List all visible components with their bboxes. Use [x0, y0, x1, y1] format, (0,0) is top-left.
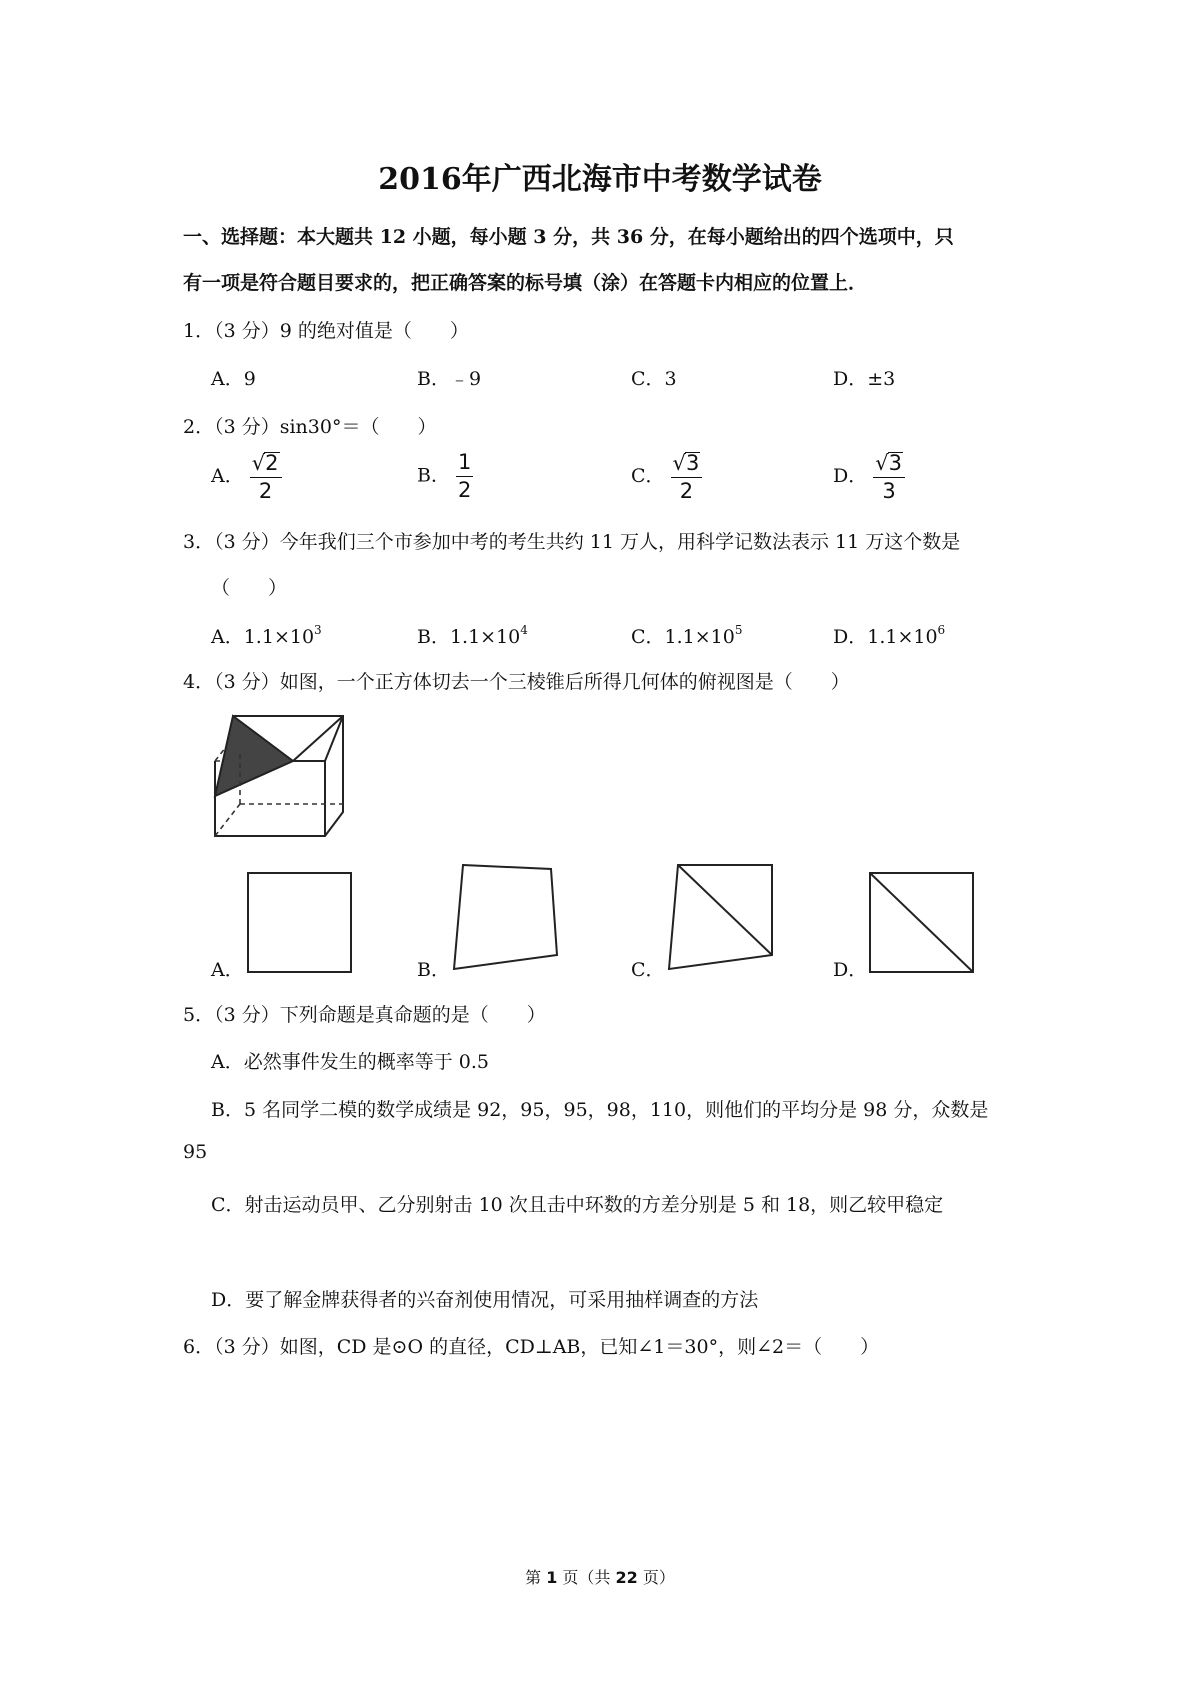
q4-option-c: C．: [631, 959, 665, 981]
q3-option-b-base: B．1.1×10: [417, 626, 521, 648]
cube-figure: [210, 712, 350, 847]
sqrt-sign: √: [875, 451, 889, 475]
q3-option-b: [417, 622, 528, 649]
page-title: 2016年广西北海市中考数学试卷: [378, 162, 822, 197]
q2-option-b-fraction: [456, 452, 473, 501]
q3-option-d-base: D．1.1×10: [833, 626, 938, 648]
q1-stem: 1．（3 分）9 的绝对值是（ ）: [183, 320, 469, 342]
q1-option-b: B．﹣9: [417, 368, 482, 390]
sqrt-sign: √: [251, 451, 266, 475]
footer-middle: 页（共: [557, 1568, 616, 1587]
q2-option-c-denominator: 2: [679, 479, 694, 503]
q2-option-b: [417, 452, 473, 501]
q3-option-c-exponent: 5: [734, 623, 743, 637]
q5-option-b-continued: 95: [183, 1141, 208, 1163]
q3-option-d: [833, 622, 945, 649]
q2-option-a-numerator: 2: [265, 451, 279, 475]
cut-triangle: [215, 716, 293, 796]
q2-option-c-numerator: 3: [685, 451, 700, 475]
q2-option-c-fraction: [671, 452, 703, 502]
q5-option-b: B．5 名同学二模的数学成绩是 92，95，95，98，110，则他们的平均分是 98 分，众数是: [211, 1099, 989, 1121]
q2-option-d-denominator: 3: [882, 479, 896, 503]
q3-option-c: [631, 622, 743, 649]
q2-option-a: [211, 452, 282, 502]
q3-option-c-base: C．1.1×10: [631, 626, 735, 648]
q6-stem: 6．（3 分）如图，CD 是⊙O 的直径，CD⊥AB，已知∠1＝30°，则∠2＝（ ）: [183, 1336, 880, 1358]
q4-option-c-figure: [666, 862, 781, 974]
q1-option-d: D．±3: [833, 368, 896, 390]
q3-option-a: [211, 622, 322, 649]
q4-option-b: B．: [417, 959, 450, 981]
q1-option-c: C．3: [631, 368, 677, 390]
q2-option-d: [833, 452, 905, 502]
q5-stem: 5．（3 分）下列命题是真命题的是（ ）: [183, 1004, 546, 1026]
q2-option-a-fraction: [250, 452, 282, 502]
q5-option-d: D．要了解金牌获得者的兴奋剂使用情况，可采用抽样调查的方法: [211, 1289, 759, 1311]
q3-option-a-base: A．1.1×10: [211, 626, 315, 648]
q2-stem: 2．（3 分）sin30°＝（ ）: [183, 416, 437, 438]
section-heading-line1: 一、选择题：本大题共 12 小题，每小题 3 分，共 36 分，在每小题给出的四个选项中，只: [183, 226, 954, 248]
page-footer: [0, 1565, 1200, 1588]
q1-option-a: A．9: [211, 368, 256, 390]
q2-option-b-label: B．: [417, 464, 450, 487]
q2-option-a-label: A．: [211, 465, 244, 487]
footer-prefix: 第: [525, 1568, 547, 1587]
q2-option-a-denominator: 2: [258, 479, 273, 503]
q4-option-a-figure: [245, 870, 355, 975]
q2-option-b-denominator: 2: [457, 478, 472, 502]
q3-option-d-exponent: 6: [937, 623, 946, 637]
q4-option-d-figure: [867, 870, 977, 975]
footer-page-number: 1: [546, 1568, 558, 1587]
footer-suffix: 页）: [637, 1568, 675, 1587]
q2-option-d-fraction: [873, 452, 905, 502]
q3-option-b-exponent: 4: [520, 623, 528, 637]
section-heading-line2: 有一项是符合题目要求的，把正确答案的标号填（涂）在答题卡内相应的位置上．: [183, 272, 868, 294]
sqrt-sign: √: [672, 451, 686, 475]
q4-option-a: A．: [211, 959, 244, 981]
footer-total-pages: 22: [615, 1568, 638, 1587]
q5-option-c: C．射击运动员甲、乙分别射击 10 次且击中环数的方差分别是 5 和 18，则乙较甲稳定: [211, 1194, 944, 1216]
q3-stem: 3．（3 分）今年我们三个市参加中考的考生共约 11 万人，用科学记数法表示 11 万这个数是: [183, 531, 961, 553]
q4-option-d: D．: [833, 959, 868, 981]
q3-paren: （ ）: [211, 577, 288, 599]
q2-option-d-numerator: 3: [888, 451, 902, 475]
q5-option-a: A．必然事件发生的概率等于 0.5: [211, 1051, 489, 1073]
q2-option-d-label: D．: [833, 465, 868, 487]
q4-stem: 4．（3 分）如图，一个正方体切去一个三棱锥后所得几何体的俯视图是（ ）: [183, 671, 850, 693]
q4-option-b-figure: [451, 862, 561, 974]
q3-option-a-exponent: 3: [314, 623, 322, 637]
q2-option-c-label: C．: [631, 465, 665, 487]
q2-option-b-numerator: 1: [456, 452, 473, 477]
q2-option-c: [631, 452, 702, 502]
